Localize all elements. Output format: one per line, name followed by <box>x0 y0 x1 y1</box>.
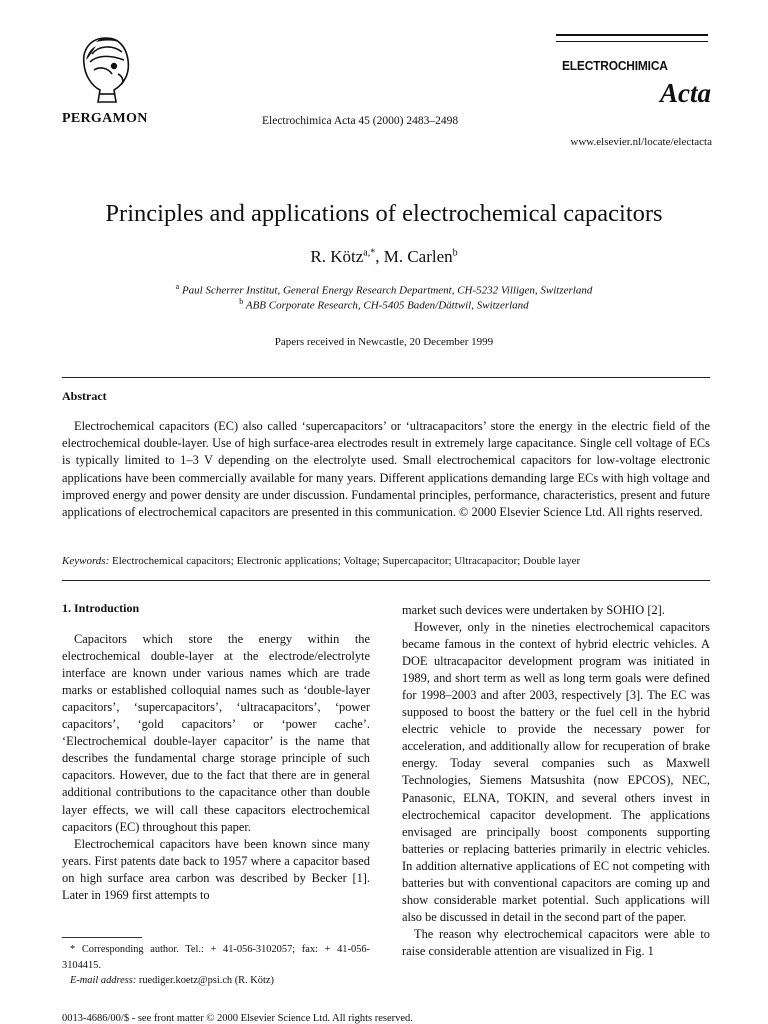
affiliation-mark: a <box>175 282 180 291</box>
publisher-logo-emblem <box>78 34 134 108</box>
article-title: Principles and applications of electrochemical capacitors <box>105 200 663 227</box>
affiliation-b <box>0 297 768 312</box>
footnote <box>62 942 370 989</box>
body-paragraph: market such devices were undertaken by SOHIO [2]. <box>402 603 665 617</box>
abstract-heading: Abstract <box>62 389 107 403</box>
affiliation-text: ABB Corporate Research, CH-5405 Baden/Dättwil, Switzerland <box>245 299 529 312</box>
author-list <box>0 247 768 267</box>
issn-copyright-line: 0013-4686/00/$ - see front matter © 2000 Elsevier Science Ltd. All rights reserved. <box>62 1013 413 1024</box>
footnote-rule <box>62 937 142 938</box>
body-paragraph: Capacitors which store the energy within the electrochemical double-layer at the electrode/electrolyte interface are known under various names which are trade marks or established colloquial names such as ‘double-layer capacitors’, ‘supercapacitors’, ‘ultracapacitors’, ‘power capacitors’, ‘gold capacitors’ or ‘power cache’. ‘Electrochemical double-layer capacitor’ is the name that describes the fundamental charge storage principle of such capacitors. However, due to the fact that there are in general additional contributions to the capacitance other than double layer effects, we will call these capacitors electrochemical capacitors (EC) throughout this paper. <box>62 632 370 834</box>
author-name: M. Carlen <box>383 247 453 266</box>
author-affiliation-mark: b <box>452 247 458 259</box>
author-separator: , <box>375 247 384 266</box>
author-name: R. Kötz <box>310 247 364 266</box>
body-column-left <box>62 600 370 904</box>
affiliation-a <box>0 282 768 297</box>
journal-sub-name: Acta <box>660 78 711 108</box>
keywords-label: Keywords: <box>62 555 110 567</box>
email-address-link[interactable]: ruediger.koetz@psi.ch (R. Kötz) <box>136 975 274 986</box>
journal-masthead-rule <box>556 34 708 36</box>
body-paragraph: Electrochemical capacitors have been known since many years. First patents date back to 1957 where a capacitor based on high surface area carbon was described by Becker [1]. Later in 1969 first attempts to <box>62 836 370 902</box>
affiliation-text: Paul Scherrer Institut, General Energy Research Department, CH-5232 Villigen, Switzerland <box>181 284 593 297</box>
journal-url-link[interactable]: www.elsevier.nl/locate/electacta <box>570 136 712 148</box>
abstract-text: Electrochemical capacitors (EC) also called ‘supercapacitors’ or ‘ultracapacitors’ store the energy in the electric field of the electrochemical double-layer. Use of high surface-area electrodes result in extremely large capacitance. Single cell voltage of ECs is typically limited to 1–3 V depending on the electrolyte used. Small electrochemical capacitors for low-voltage electronic applications have been commercially available for many years. Different applications demanding large ECs with high voltage and improved energy and power density are under discussion. Fundamental principles, performance, characteristics, present and future applications of electrochemical capacitors are presented in this communication. © 2000 Elsevier Science Ltd. All rights reserved. <box>62 419 710 520</box>
affiliation-mark: b <box>239 297 244 306</box>
body-column-right <box>402 602 710 960</box>
body-paragraph: However, only in the nineties electrochemical capacitors became famous in the context of hybrid electric vehicles. A DOE ultracapacitor development program was initiated in 1989, and short term as well as long term goals were defined for 1998–2003 and after 2003, respectively [3]. The EC was supposed to boost the battery or the fuel cell in the hybrid electric vehicle to provide the necessary power for acceleration, and additionally allow for recuperation of brake energy. Today several companies such as Maxwell Technologies, Siemens Matsushita (now EPCOS), NEC, Panasonic, ELNA, TOKIN, and several others invest in electrochemical capacitor development. The applications envisaged are principally boost components supporting batteries or replacing batteries primarily in electric vehicles. In addition alternative applications of EC not competing with batteries but with conventional capacitors are coming up and show considerable market potential. Such applications will also be discussed in detail in the second part of the paper. <box>402 620 710 924</box>
journal-name: ELECTROCHIMICA <box>562 58 668 73</box>
abstract-bottom-rule <box>62 580 710 581</box>
journal-masthead-rule-thin <box>556 41 708 42</box>
journal-citation: Electrochimica Acta 45 (2000) 2483–2498 <box>262 115 459 127</box>
section-heading: 1. Introduction <box>62 601 140 615</box>
author-affiliation-mark: a,* <box>363 247 376 259</box>
corresponding-author-note: * Corresponding author. Tel.: + 41-056-3102057; fax: + 41-056-3104415. <box>62 944 370 971</box>
received-date: Papers received in Newcastle, 20 December 1999 <box>274 336 494 348</box>
email-label: E-mail address: <box>70 975 137 986</box>
keywords-text: Electrochemical capacitors; Electronic applications; Voltage; Supercapacitor; Ultracapacitor; Double layer <box>112 555 581 567</box>
keywords-line <box>62 555 580 567</box>
body-paragraph: The reason why electrochemical capacitors were able to raise considerable attention are visualized in Fig. 1 <box>402 926 710 958</box>
abstract-top-rule <box>62 377 710 378</box>
publisher-name: PERGAMON <box>62 111 148 126</box>
